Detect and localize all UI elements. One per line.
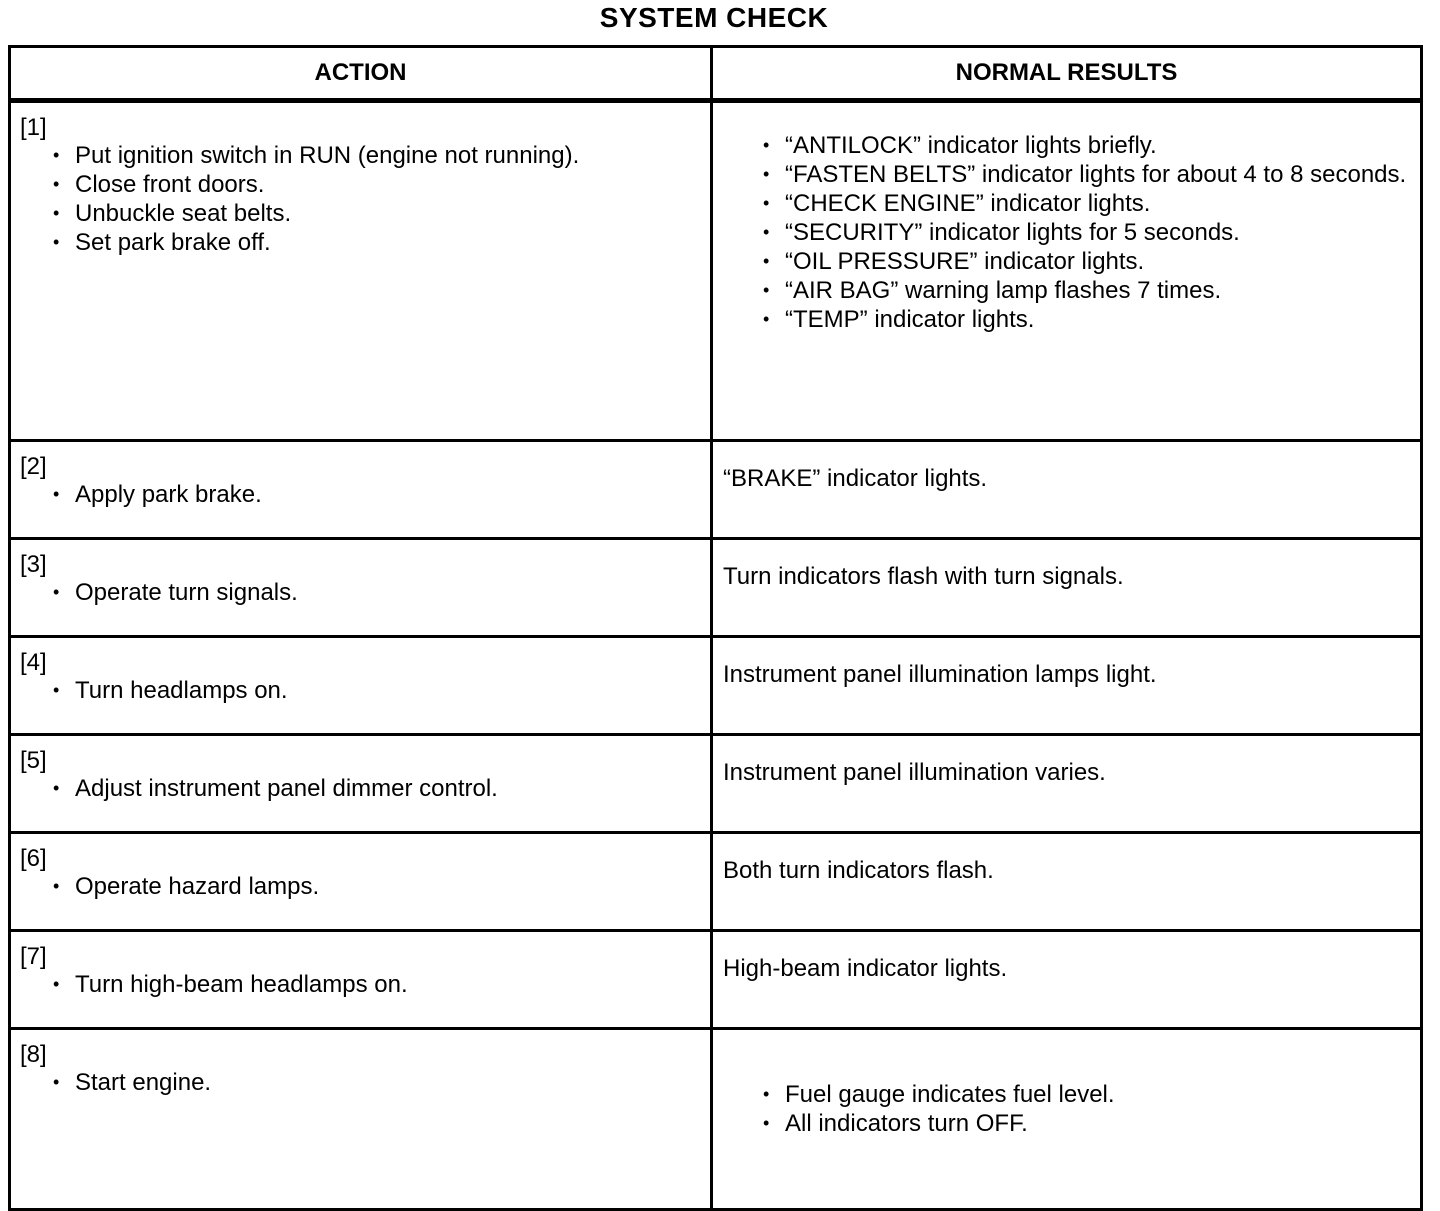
result-item: • “OIL PRESSURE” indicator lights. <box>763 247 1410 276</box>
step-number: [3] <box>20 551 47 578</box>
action-item: • Put ignition switch in RUN (engine not running). <box>53 141 702 170</box>
action-cell <box>10 637 712 735</box>
result-cell <box>712 637 1422 735</box>
action-cell <box>10 101 712 441</box>
action-item: • Unbuckle seat belts. <box>53 199 702 228</box>
action-item: • Adjust instrument panel dimmer control. <box>53 774 702 803</box>
result-item: • Fuel gauge indicates fuel level. <box>763 1080 1410 1109</box>
action-list <box>20 1068 702 1097</box>
action-item: • Operate hazard lamps. <box>53 872 702 901</box>
table-row <box>10 441 1422 539</box>
result-text: “BRAKE” indicator lights. <box>723 465 988 492</box>
result-cell <box>712 101 1422 441</box>
action-item: • Set park brake off. <box>53 228 702 257</box>
step-number: [4] <box>20 649 47 676</box>
result-item: • “AIR BAG” warning lamp flashes 7 times. <box>763 276 1410 305</box>
result-cell <box>712 441 1422 539</box>
table-row <box>10 931 1422 1029</box>
result-item: • “FASTEN BELTS” indicator lights for about 4 to 8 seconds. <box>763 160 1410 189</box>
table-row <box>10 833 1422 931</box>
action-item: • Turn high-beam headlamps on. <box>53 970 702 999</box>
table-row <box>10 735 1422 833</box>
table-row <box>10 637 1422 735</box>
action-item: • Start engine. <box>53 1068 702 1097</box>
table-row <box>10 101 1422 441</box>
action-item: • Apply park brake. <box>53 480 702 509</box>
action-list <box>20 578 702 607</box>
action-cell <box>10 539 712 637</box>
result-cell <box>712 1029 1422 1210</box>
action-list <box>20 872 702 901</box>
result-item: • All indicators turn OFF. <box>763 1109 1410 1138</box>
result-item: • “CHECK ENGINE” indicator lights. <box>763 189 1410 218</box>
action-item: • Close front doors. <box>53 170 702 199</box>
result-cell <box>712 833 1422 931</box>
step-number: [1] <box>20 114 47 141</box>
result-text: Instrument panel illumination lamps light. <box>723 661 1157 688</box>
action-item: • Turn headlamps on. <box>53 676 702 705</box>
action-cell <box>10 931 712 1029</box>
step-number: [6] <box>20 845 47 872</box>
action-column-header: ACTION <box>10 47 712 101</box>
result-text: Both turn indicators flash. <box>723 857 994 884</box>
result-text: Instrument panel illumination varies. <box>723 759 1106 786</box>
table-row <box>10 1029 1422 1210</box>
action-list <box>20 141 702 257</box>
step-number: [7] <box>20 943 47 970</box>
normal-results-column-header: NORMAL RESULTS <box>712 47 1422 101</box>
action-list <box>20 774 702 803</box>
action-list <box>20 480 702 509</box>
table-header-row <box>10 47 1422 101</box>
result-cell <box>712 931 1422 1029</box>
step-number: [2] <box>20 453 47 480</box>
result-item: • “SECURITY” indicator lights for 5 seconds. <box>763 218 1410 247</box>
action-cell <box>10 833 712 931</box>
step-number: [5] <box>20 747 47 774</box>
table-row <box>10 539 1422 637</box>
result-item: • “TEMP” indicator lights. <box>763 305 1410 334</box>
action-item: • Operate turn signals. <box>53 578 702 607</box>
page-title: SYSTEM CHECK <box>599 2 829 33</box>
system-check-table <box>8 45 1423 1211</box>
action-cell <box>10 1029 712 1210</box>
result-list <box>723 131 1410 334</box>
result-item: • “ANTILOCK” indicator lights briefly. <box>763 131 1410 160</box>
step-number: [8] <box>20 1041 47 1068</box>
result-text: High-beam indicator lights. <box>723 955 1008 982</box>
action-list <box>20 676 702 705</box>
result-list <box>723 1080 1410 1138</box>
action-cell <box>10 735 712 833</box>
result-cell <box>712 539 1422 637</box>
result-text: Turn indicators flash with turn signals. <box>723 563 1124 590</box>
result-cell <box>712 735 1422 833</box>
action-list <box>20 970 702 999</box>
action-cell <box>10 441 712 539</box>
